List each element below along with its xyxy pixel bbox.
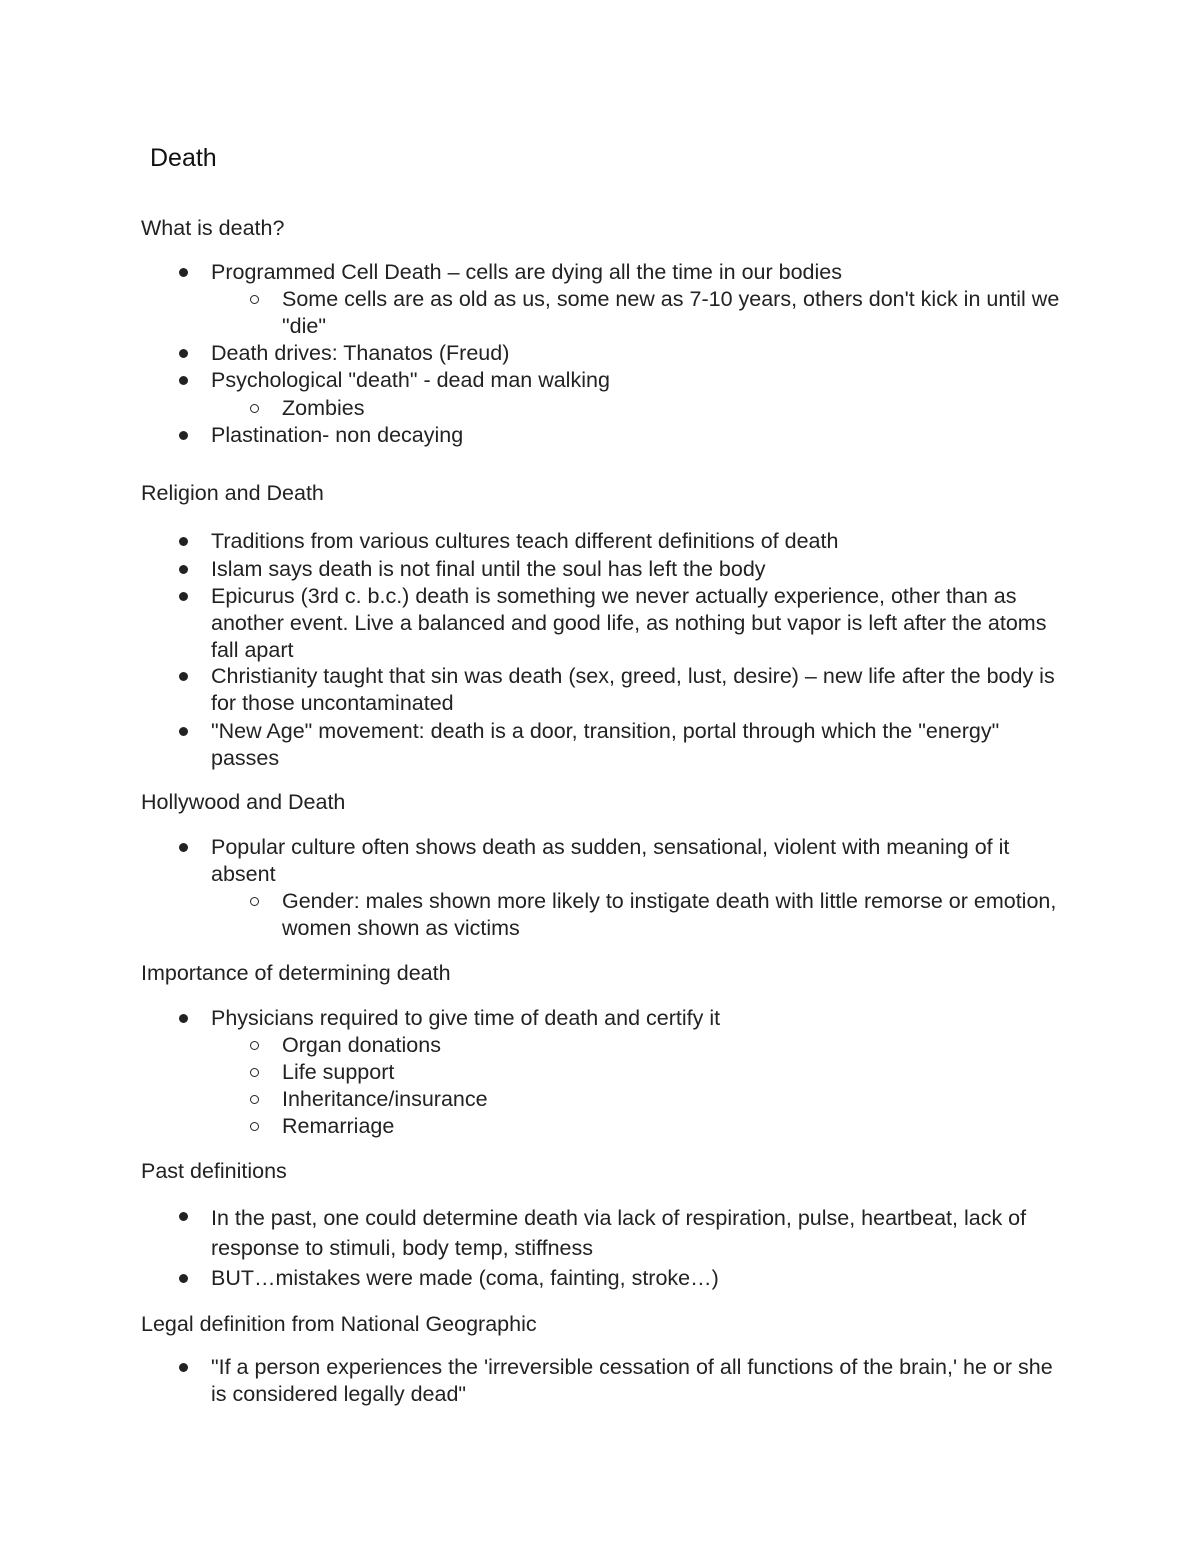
list-item: "New Age" movement: death is a door, transition, portal through which the "energy" passes <box>211 718 1071 772</box>
bullet-icon <box>179 1363 188 1372</box>
bullet-icon <box>179 537 188 546</box>
list-item: Epicurus (3rd c. b.c.) death is something we never actually experience, other than as another event. Live a balanced and good life, as nothing but vapor is left after the atoms fall apart <box>211 583 1071 664</box>
bullet-icon <box>179 1212 188 1221</box>
list-item: Organ donations <box>282 1032 1072 1059</box>
bullet-icon <box>179 268 188 277</box>
bullet-icon <box>179 349 188 358</box>
list-item: Christianity taught that sin was death (sex, greed, lust, desire) – new life after the body is for those uncontaminated <box>211 663 1071 717</box>
bullet-icon <box>179 376 188 385</box>
bullet-icon <box>179 565 188 574</box>
bullet-icon <box>179 592 188 601</box>
section-heading-religion-and-death: Religion and Death <box>141 481 324 505</box>
list-item: Plastination- non decaying <box>211 422 1071 449</box>
bullet-icon <box>179 1274 188 1283</box>
bullet-icon <box>179 431 188 440</box>
hollow-bullet-icon <box>250 897 259 906</box>
hollow-bullet-icon <box>250 404 259 413</box>
section-heading-importance-of-determining-death: Importance of determining death <box>141 961 451 985</box>
hollow-bullet-icon <box>250 1041 259 1050</box>
list-item: Inheritance/insurance <box>282 1086 1072 1113</box>
list-item: Traditions from various cultures teach different definitions of death <box>211 528 1071 555</box>
hollow-bullet-icon <box>250 1095 259 1104</box>
list-item: Islam says death is not final until the soul has left the body <box>211 556 1071 583</box>
list-item: Remarriage <box>282 1113 1072 1140</box>
bullet-icon <box>179 843 188 852</box>
list-item: In the past, one could determine death via lack of respiration, pulse, heartbeat, lack of response to stimuli, body temp, stiffness <box>211 1203 1071 1263</box>
bullet-icon <box>179 672 188 681</box>
hollow-bullet-icon <box>250 1068 259 1077</box>
list-item: Death drives: Thanatos (Freud) <box>211 340 1071 367</box>
list-item: Physicians required to give time of death and certify it <box>211 1005 1071 1032</box>
list-item: Zombies <box>282 395 1072 422</box>
section-heading-hollywood-and-death: Hollywood and Death <box>141 790 346 814</box>
document-title: Death <box>150 144 217 172</box>
list-item: Psychological "death" - dead man walking <box>211 367 1071 394</box>
list-item: Gender: males shown more likely to instigate death with little remorse or emotion, women shown as victims <box>282 888 1072 942</box>
bullet-icon <box>179 727 188 736</box>
hollow-bullet-icon <box>250 1122 259 1131</box>
list-item: BUT…mistakes were made (coma, fainting, stroke…) <box>211 1265 1071 1292</box>
list-item: Popular culture often shows death as sudden, sensational, violent with meaning of it absent <box>211 834 1071 888</box>
section-heading-what-is-death: What is death? <box>141 216 285 240</box>
list-item: "If a person experiences the 'irreversible cessation of all functions of the brain,' he or she is considered legally dead" <box>211 1354 1071 1408</box>
hollow-bullet-icon <box>250 295 259 304</box>
list-item: Programmed Cell Death – cells are dying all the time in our bodies <box>211 259 1071 286</box>
section-heading-past-definitions: Past definitions <box>141 1159 287 1183</box>
section-heading-legal-definition: Legal definition from National Geographic <box>141 1312 537 1336</box>
bullet-icon <box>179 1014 188 1023</box>
list-item: Some cells are as old as us, some new as 7-10 years, others don't kick in until we "die" <box>282 286 1072 340</box>
list-item: Life support <box>282 1059 1072 1086</box>
